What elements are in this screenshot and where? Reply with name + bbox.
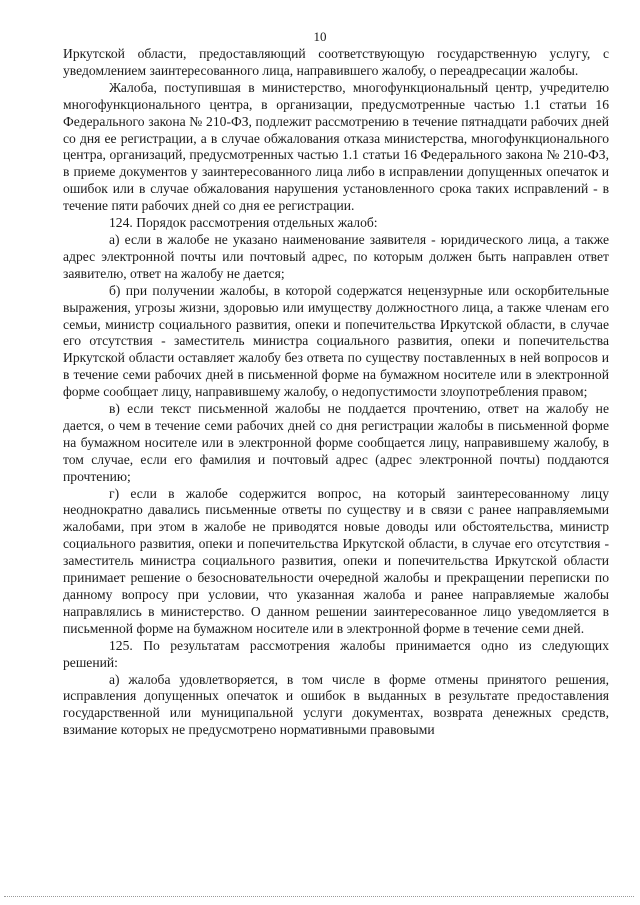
scan-bottom-edge [4,896,634,897]
document-body [63,46,609,739]
paragraph-124-v: в) если текст письменной жалобы не поддается прочтению, ответ на жалобу не дается, о чем в течение семи рабочих дней со дня регистрации жалобы в письменной форме на бумажном носителе или в электронной форме сообщается лицу, направившему жалобу, в том случае, если его фамилия и почтовый адрес (адрес электронной почты) поддаются прочтению; [63,401,609,484]
paragraph-124-heading: 124. Порядок рассмотрения отдельных жалоб: [109,215,378,231]
paragraph-125-a: а) жалоба удовлетворяется, в том числе в форме отмены принятого решения, исправления допущенных опечаток и ошибок в выданных в результате предоставления государственной или муниципальной услуги документах, возврата денежных средств, взимание которых не предусмотрено нормативными правовыми [63,671,609,738]
paragraph-124-b: б) при получении жалобы, в которой содержатся нецензурные или оскорбительные выражения, угрозы жизни, здоровью или имуществу должностного лица, а также членам его семьи, министр социального развития, опеки и попечительства Иркутской области, в случае его отсутствия - заместитель министра социального развития, опеки и попечительства Иркутской области оставляет жалобу без ответа по существу поставленных в ней вопросов и в течение семи рабочих дней в письменной форме на бумажном носителе или в электронной форме сообщает лицу, направившему жалобу, о недопустимости злоупотребления правом; [63,282,609,400]
page-number: 10 [313,29,327,44]
paragraph-124-a: а) если в жалобе не указано наименование заявителя - юридического лица, а также адрес электронной почты или почтовый адрес, по которым должен быть направлен ответ заявителю, ответ на жалобу не дается; [63,231,609,281]
paragraph-124-g: г) если в жалобе содержится вопрос, на который заинтересованному лицу неоднократно давались письменные ответы по существу и в связи с ранее направляемыми жалобами, при этом в жалобе не приводятся новые доводы или обстоятельства, министр социального развития, опеки и попечительства Иркутской области, в случае его отсутствия - заместитель министра социального развития, опеки и попечительства Иркутской области принимает решение о безосновательности очередной жалобы и прекращении переписки по данному вопросу при условии, что указанная жалоба и ранее направляемые жалобы направлялись в министерство. О данном решении заинтересованное лицо уведомляется в письменной форме на бумажном носителе или в электронной форме в течение семи дней. [63,485,609,636]
paragraph-complaint-review-term: Жалоба, поступившая в министерство, многофункциональный центр, учредителю многофункционального центра, в организации, предусмотренные частью 1.1 статьи 16 Федерального закона № 210-ФЗ, подлежит рассмотрению в течение пятнадцати рабочих дней со дня ее регистрации, а в случае обжалования отказа министерства, многофункционального центра, организаций, предусмотренных частью 1.1 статьи 16 Федерального закона № 210-ФЗ, в приеме документов у заинтересованного лица либо в исправлении допущенных опечаток и ошибок или в случае обжалования нарушения установленного срока таких исправлений - в течение пяти рабочих дней со дня ее регистрации. [63,79,609,214]
paragraph-125-heading: 125. По результатам рассмотрения жалобы принимается одно из следующих решений: [63,637,609,670]
paragraph-continuation: Иркутской области, предоставляющий соответствующую государственную услугу, с уведомлением заинтересованного лица, направившего жалобу, о переадресации жалобы. [63,46,609,78]
